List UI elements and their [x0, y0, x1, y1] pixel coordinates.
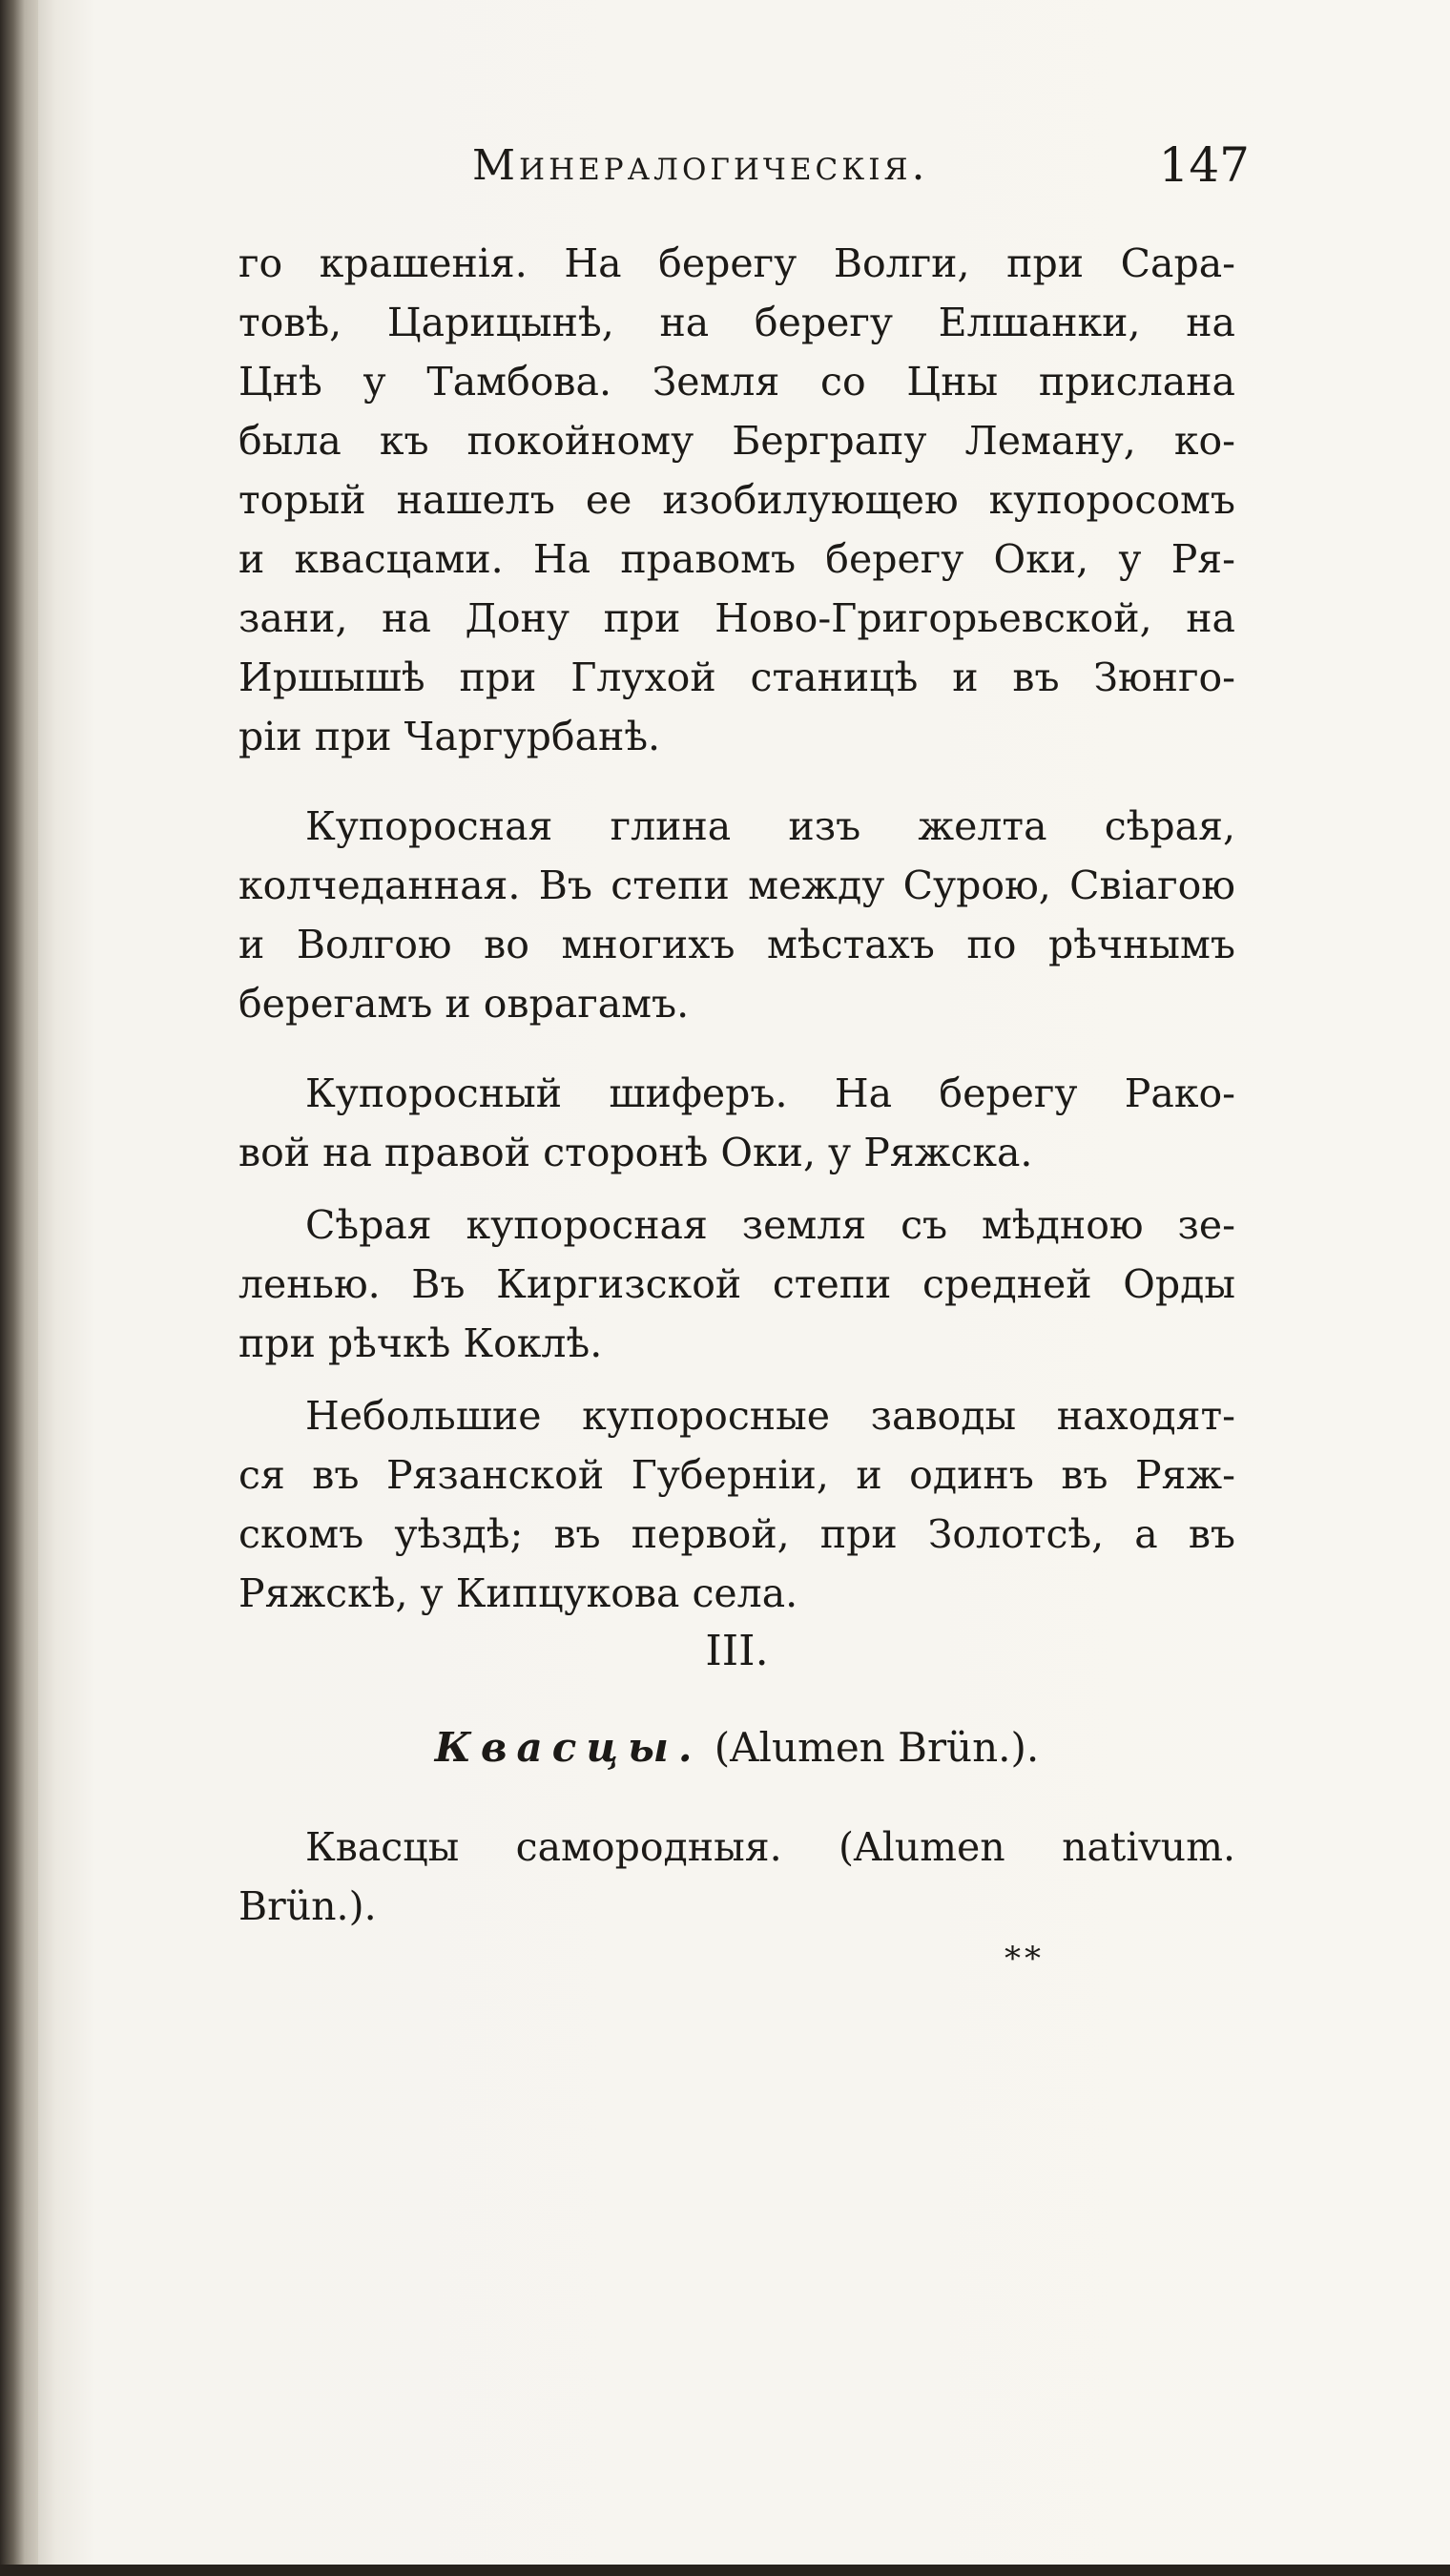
text-line: и Волгою во многихъ мѣстахъ по рѣчнымъ	[238, 922, 1235, 967]
text-line: Иршышѣ при Глухой станицѣ и въ Зюнго-	[238, 654, 1235, 700]
page-header	[219, 134, 1250, 210]
text-line: Небольшие купоросные заводы находят-	[305, 1393, 1235, 1439]
text-line: Brün.).	[238, 1883, 377, 1929]
text-line: го крашенія. На берегу Волги, при Сара-	[238, 240, 1235, 286]
text-line: Сѣрая купоросная земля съ мѣдною зе-	[305, 1202, 1235, 1248]
paragraph-4	[238, 1195, 1235, 1373]
text-line: Купоросный шиферъ. На берегу Рако-	[305, 1070, 1235, 1116]
paragraph-2	[238, 797, 1235, 1033]
text-line: товѣ, Царицынѣ, на берегу Елшанки, на	[238, 300, 1235, 345]
paragraph-gap	[238, 1373, 1235, 1386]
section-title-russian: Квасцы.	[434, 1724, 702, 1771]
paragraph-1	[238, 234, 1235, 766]
paragraph-5	[238, 1386, 1235, 1623]
text-line: Купоросная глина изъ желта сѣрая,	[305, 803, 1235, 849]
text-line: ленью. Въ Киргизской степи средней Орды	[238, 1261, 1235, 1307]
text-line: Ряжскѣ, у Кипцукова села.	[238, 1570, 798, 1616]
entry-paragraph	[238, 1818, 1235, 1936]
page-body	[238, 234, 1235, 1978]
asterisk-ornament: **	[1005, 1940, 1045, 1978]
paragraph-gap	[238, 1182, 1235, 1195]
paragraph-gap	[238, 1033, 1235, 1064]
running-head: Минералогическія.	[472, 141, 929, 190]
text-line: вой на правой сторонѣ Оки, у Ряжска.	[238, 1130, 1033, 1175]
book-binding	[0, 0, 42, 2576]
text-line: зани, на Дону при Ново-Григорьевской, на	[238, 595, 1235, 641]
paragraph-gap	[238, 766, 1235, 797]
text-line: торый нашелъ ее изобилующею купоросомъ	[238, 477, 1235, 523]
section-number: III.	[705, 1627, 769, 1675]
text-line: и квасцами. На правомъ берегу Оки, у Ря-	[238, 536, 1235, 582]
text-line: ріи при Чаргурбанѣ.	[238, 714, 661, 759]
text-line: Квасцы самородныя. (Alumen nativum.	[305, 1824, 1235, 1870]
section-title	[238, 1724, 1235, 1771]
text-line: при рѣчкѣ Коклѣ.	[238, 1320, 603, 1366]
page-bottom-edge	[0, 2565, 1450, 2576]
section-title-latin: (Alumen Brün.).	[714, 1724, 1040, 1771]
text-line: берегамъ и оврагамъ.	[238, 981, 690, 1027]
text-line: ся въ Рязанской Губерніи, и одинъ въ Ряж-	[238, 1452, 1235, 1498]
text-line: скомъ уѣздѣ; въ первой, при Золотсѣ, а въ	[238, 1511, 1235, 1557]
text-line: была къ покойному Берграпу Леману, ко-	[238, 418, 1235, 464]
text-line: Цнѣ у Тамбова. Земля со Цны прислана	[238, 359, 1235, 405]
page-number: 147	[1158, 137, 1250, 193]
ornament	[238, 1940, 1235, 1978]
text-line: колчеданная. Въ степи между Сурою, Свіагою	[238, 862, 1235, 908]
paragraph-3	[238, 1064, 1235, 1182]
